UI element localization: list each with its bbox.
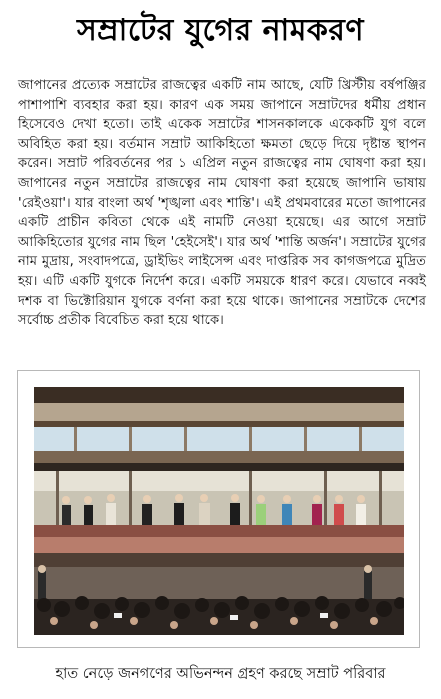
article-body: জাপানের প্রত্যেক সম্রাটের রাজত্বের একটি নাম আছে, যেটি খ্রিস্টীয় বর্ষপঞ্জির পাশাপাশি ব্যবহার করা হয়। কারণ এক সময় জাপানে সম্রাটদের ধর্মীয় প্রধান হিসেবেও দেখা হতো। তাই একেক সম্রাটের শাসনকালকে একেকটি যুগ বলে অবিহিত করা হয়। বর্তমান সম্রাট আকিহিতো ক্ষমতা ছেড়ে দিয়ে দৃষ্টান্ত স্থাপন করেন। সম্রাট পরিবর্তনের পর ১ এপ্রিল নতুন রাজত্বের নাম ঘোষণা করা হয়। জাপানের নতুন সম্রাটের রাজত্বের নাম ঘোষণা করা হয়েছে জাপানি ভাষায় 'রেইওয়া'। যার বাংলা অর্থ 'শৃঙ্খলা এবং শান্তি'। এই প্রথমবারের মতো জাপানের একটি প্রাচীন কবিতা থেকে এই নামটি নেওয়া হয়েছে। এর আগে সম্রাট আকিহিতোর যুগের নাম ছিল 'হেইসেই'। যার অর্থ 'শান্তি অর্জন'। সম্রাটের যুগের নাম মুদ্রায়, সংবাদপত্রে, ড্রাইভিং লাইসেন্স এবং দাপ্তরিক সব কাগজপত্রে মুদ্রিত হয়। এটি একটি যুগকে নির্দেশ করে। একটি সময়কে ধারণ করে। যেভাবে নব্বই দশক বা ভিক্টোরিয়ান যুগকে বর্ণনা করা হয়ে থাকে। জাপানের সম্রাটকে দেশের সর্বোচ্চ প্রতীক বিবেচিত করা হয়ে থাকে। bbox=[18, 78, 426, 329]
photo-caption: হাত নেড়ে জনগণের অভিনন্দন গ্রহণ করছে সম্রাট পরিবার bbox=[55, 666, 386, 682]
article-title: সম্রাটের যুগের নামকরণ bbox=[76, 13, 365, 48]
photo-imperial-family-balcony bbox=[34, 387, 404, 635]
photo-frame bbox=[17, 370, 420, 648]
